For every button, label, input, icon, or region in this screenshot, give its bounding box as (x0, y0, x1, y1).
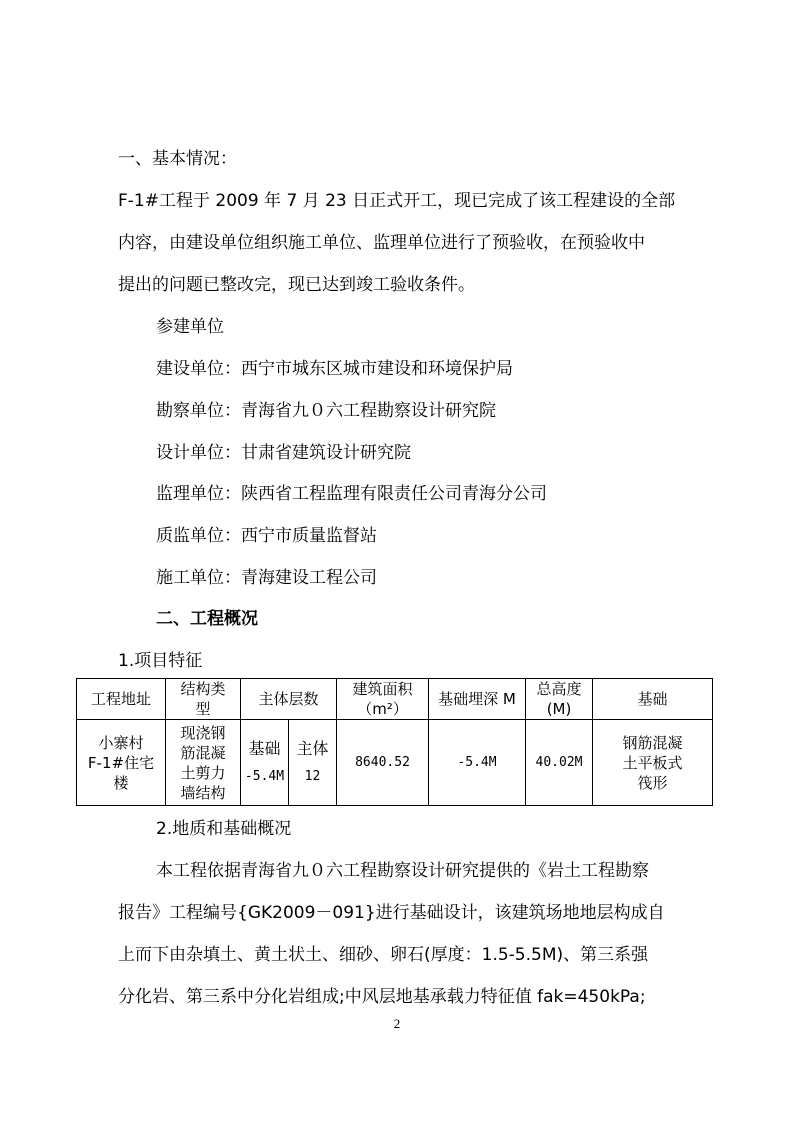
table-header-row (77, 679, 713, 720)
cell-depth: -5.4M (429, 720, 526, 806)
cell-main-floors: 主体 12 (289, 720, 337, 806)
participant-design-unit: 设计单位：甘肃省建筑设计研究院 (156, 443, 411, 463)
paragraph-line: F-1#工程于 2009 年 7 月 23 日正式开工，现已完成了该工程建设的全部 (118, 191, 676, 211)
header-location: 工程地址 (77, 679, 166, 720)
cell-structure-type: 现浇钢 筋混凝 土剪力 墙结构 (166, 720, 241, 806)
subheading-project-features: 1.项目特征 (118, 651, 203, 671)
header-height: 总高度 (M) (526, 679, 593, 720)
paragraph-line: 上而下由杂填土、黄土状土、细砂、卵石(厚度：1.5-5.5M)、第三系强 (118, 945, 649, 965)
paragraph-line: 本工程依据青海省九０六工程勘察设计研究提供的《岩土工程勘察 (156, 861, 649, 881)
participant-quality-unit: 质监单位：西宁市质量监督站 (156, 526, 377, 546)
section-heading-overview: 二、工程概况 (156, 609, 258, 629)
participant-survey-unit: 勘察单位：青海省九０六工程勘察设计研究院 (156, 401, 496, 421)
participants-title: 参建单位 (156, 317, 224, 337)
paragraph-line: 报告》工程编号{GK2009－091}进行基础设计，该建筑场地地层构成自 (118, 903, 665, 923)
header-depth: 基础埋深 M (429, 679, 526, 720)
header-area: 建筑面积 （m²） (337, 679, 429, 720)
header-foundation: 基础 (593, 679, 713, 720)
paragraph-line: 提出的问题已整改完，现已达到竣工验收条件。 (118, 275, 475, 295)
participant-builder-unit: 施工单位：青海建设工程公司 (156, 568, 377, 588)
cell-height: 40.02M (526, 720, 593, 806)
section-heading-basic-info: 一、基本情况： (118, 149, 237, 169)
cell-base-floors: 基础 -5.4M (241, 720, 289, 806)
project-features-table (76, 678, 713, 806)
participant-construction-unit: 建设单位：西宁市城东区城市建设和环境保护局 (156, 359, 513, 379)
cell-area: 8640.52 (337, 720, 429, 806)
header-floors: 主体层数 (241, 679, 337, 720)
table-row (77, 720, 713, 806)
cell-foundation: 钢筋混凝 土平板式 筏形 (593, 720, 713, 806)
page-number: 2 (393, 1016, 401, 1031)
subheading-geology: 2.地质和基础概况 (156, 819, 292, 839)
paragraph-line: 内容，由建设单位组织施工单位、监理单位进行了预验收，在预验收中 (118, 233, 645, 253)
participant-supervision-unit: 监理单位：陕西省工程监理有限责任公司青海分公司 (156, 484, 547, 504)
header-structure-type: 结构类 型 (166, 679, 241, 720)
paragraph-line: 分化岩、第三系中分化岩组成;中风层地基承载力特征值 fak=450kPa; (118, 987, 646, 1007)
cell-location: 小寨村 F-1#住宅 楼 (77, 720, 166, 806)
